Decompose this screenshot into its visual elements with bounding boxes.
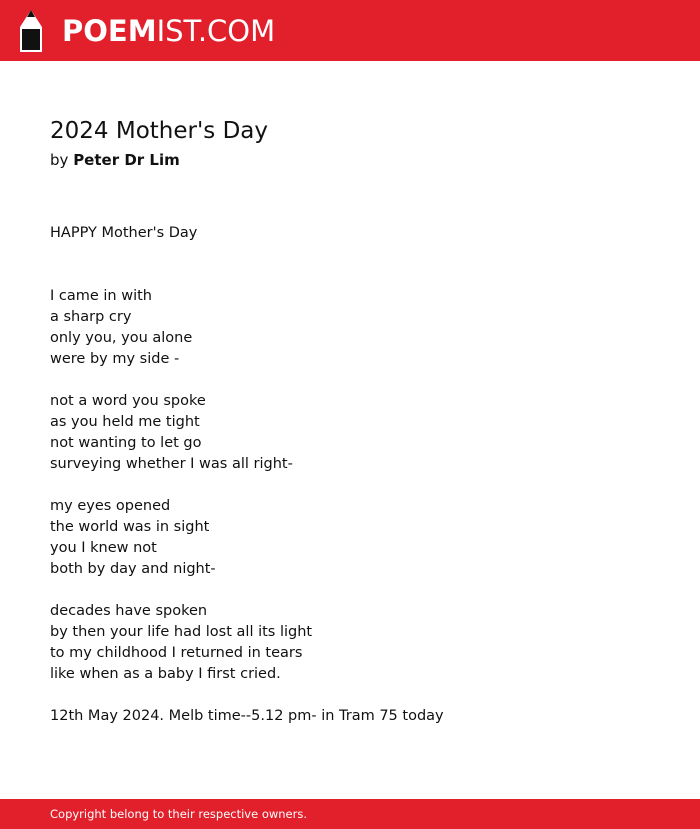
copyright-notice: Copyright belong to their respective owners. — [50, 807, 308, 821]
poem-line: were by my side - — [50, 351, 180, 367]
poem-line: as you held me tight — [50, 414, 200, 430]
site-footer — [0, 799, 700, 829]
poem-line: the world was in sight — [50, 519, 210, 535]
poem-line: not a word you spoke — [50, 393, 206, 409]
poem-line: I came in with — [50, 288, 152, 304]
poem-title: 2024 Mother's Day — [50, 118, 268, 144]
poem-body — [50, 223, 670, 727]
poem-line: to my childhood I returned in tears — [50, 645, 303, 661]
poem-line: not wanting to let go — [50, 435, 202, 451]
poem-greeting: HAPPY Mother's Day — [50, 225, 198, 241]
poem-content — [50, 114, 670, 727]
poem-line: surveying whether I was all right- — [50, 456, 293, 472]
poem-line: you I knew not — [50, 540, 157, 556]
site-logo-link[interactable] — [18, 8, 275, 54]
brand-name — [62, 9, 275, 53]
byline-prefix: by — [50, 151, 69, 169]
pencil-icon — [18, 9, 44, 53]
stanza-1 — [50, 286, 670, 370]
site-header — [0, 0, 700, 61]
poem-line: by then your life had lost all its light — [50, 624, 313, 640]
poem-line: my eyes opened — [50, 498, 171, 514]
author-link[interactable]: Peter Dr Lim — [73, 151, 180, 169]
brand-name-light: IST.COM — [156, 14, 276, 48]
stanza-2 — [50, 391, 670, 475]
poem-line: both by day and night- — [50, 561, 216, 577]
poem-line: like when as a baby I first cried. — [50, 666, 281, 682]
poem-line: only you, you alone — [50, 330, 193, 346]
poem-line: a sharp cry — [50, 309, 132, 325]
poem-line: decades have spoken — [50, 603, 208, 619]
byline — [50, 149, 670, 171]
poem-closing-note: 12th May 2024. Melb time--5.12 pm- in Tram 75 today — [50, 708, 444, 724]
stanza-4 — [50, 601, 670, 685]
stanza-3 — [50, 496, 670, 580]
brand-name-bold: POEM — [62, 14, 157, 48]
